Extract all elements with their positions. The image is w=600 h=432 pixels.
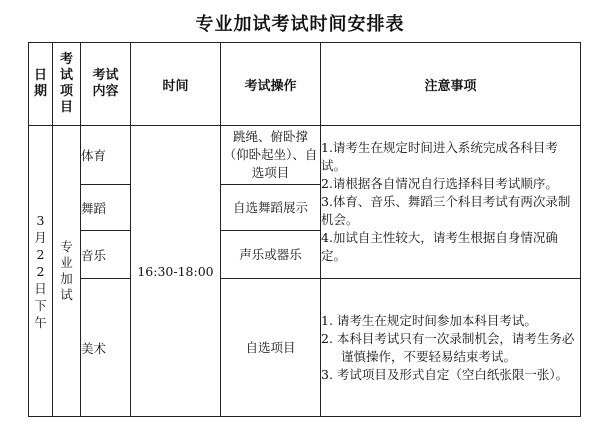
table-row [29,126,581,185]
date-cell: 3月22日下午 [29,126,53,417]
note-item: 1.请考生在规定时间进入系统完成各科目考试。 [321,140,558,173]
note-item: 2.请根据各自情况自行选择科目考试顺序。 [321,176,558,191]
note-item: 2. 本科目考试只有一次录制机会，请考生务必谨慎操作，不要轻易结束考试。 [321,330,575,364]
table-row [29,279,581,417]
header-notes: 注意事项 [321,43,581,126]
note-item: 3.体育、音乐、舞蹈三个科目考试有两次录制机会。 [321,194,571,227]
note-item: 3. 考试项目及形式自定（空白纸张限一张）。 [321,366,569,382]
header-item: 考试项目 [53,43,81,126]
subject-pe: 体育 [81,126,131,185]
subject-dance: 舞蹈 [81,185,131,231]
notes-group-1 [321,126,581,279]
operation-pe: 跳绳、俯卧撑（仰卧起坐）、自选项目 [221,126,321,185]
header-time: 时间 [131,43,221,126]
item-cell: 专业加试 [53,126,81,417]
subject-music: 音乐 [81,231,131,279]
note-item: 1. 请考生在规定时间参加本科目考试。 [321,312,537,328]
time-cell: 16:30-18:00 [131,126,221,417]
header-operation: 考试操作 [221,43,321,126]
operation-dance: 自选舞蹈展示 [221,185,321,231]
subject-art: 美术 [81,279,131,417]
notes-group-2 [321,279,581,417]
schedule-table [28,42,581,417]
page-title: 专业加试考试时间安排表 [195,14,405,35]
header-content: 考试内容 [81,43,131,126]
header-date: 日期 [29,43,53,126]
note-item: 4.加试自主性较大，请考生根据自身情况确定。 [321,230,558,263]
header-row [29,43,581,126]
operation-music: 声乐或器乐 [221,231,321,279]
operation-art: 自选项目 [221,279,321,417]
